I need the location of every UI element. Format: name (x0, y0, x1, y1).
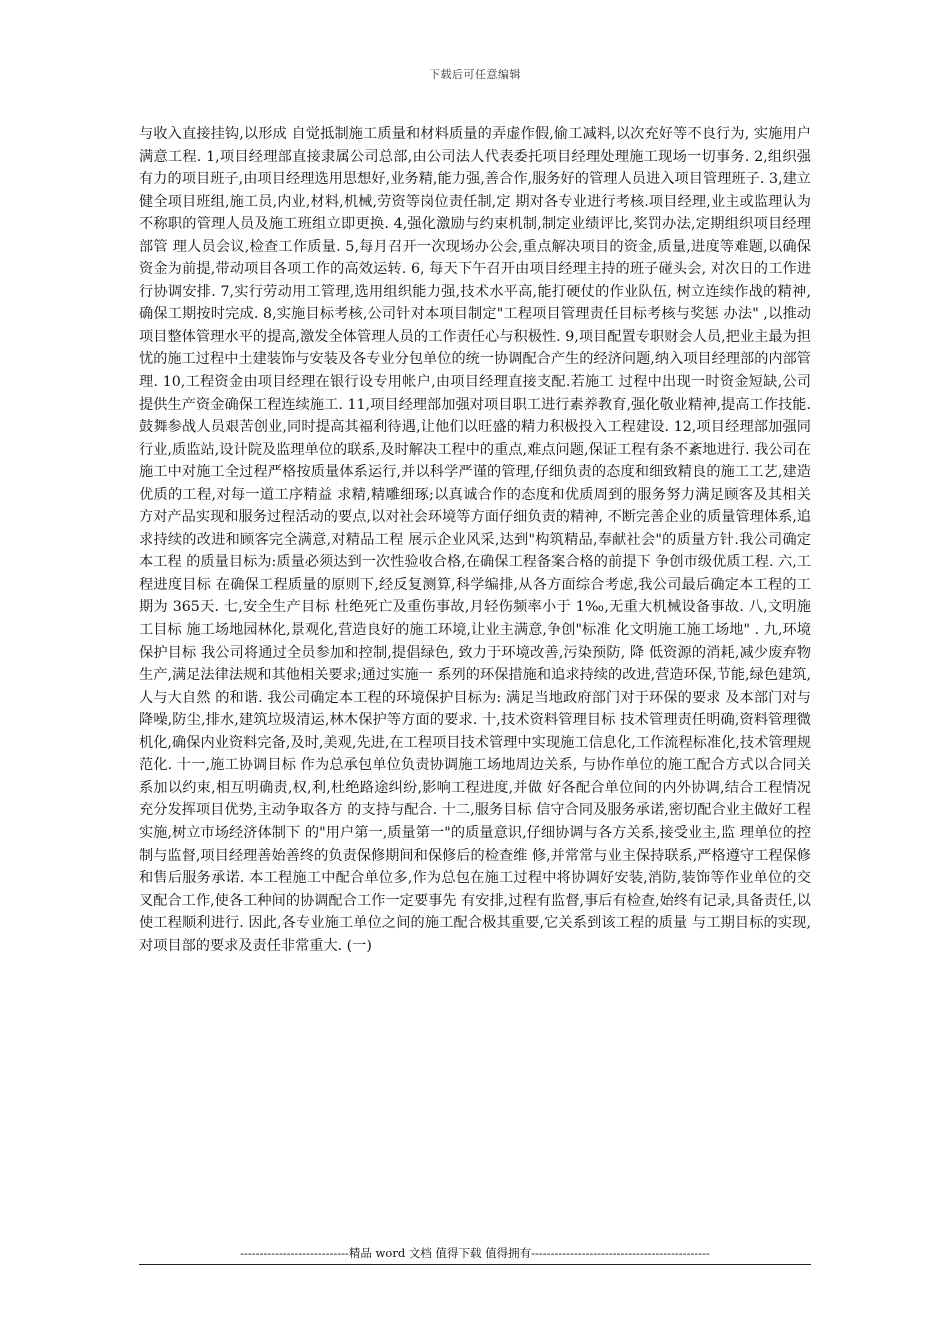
document-body: 与收入直接挂钩,以形成 自觉抵制施工质量和材料质量的弄虚作假,偷工减料,以次充好等不良行为, 实施用户满意工程. 1,项目经理部直接隶属公司总部,由公司法人代表委托项目经理处理施工现场一切事务. 2,组织强有力的项目班子,由项目经理选用思想好,业务精,能力强,善合作,服务好的管理人员进入项目管理班子. 3,建立健全项目班组,施工员,内业,材料,机械,劳资等岗位责任制,定 期对各专业进行考核.项目经理,业主或监理认为不称职的管理人员及施工班组立即更换. 4,强化激励与约束机制,制定业绩评比,奖罚办法,定期组织项目经理部管 理人员会议,检查工作质量. 5,每月召开一次现场办公会,重点解决项目的资金,质量,进度等难题,以确保资金为前提,带动项目各项工作的高效运转. 6, 每天下午召开由项目经理主持的班子碰头会, 对次日的工作进行协调安排. 7,实行劳动用工管理,选用组织能力强,技术水平高,能打硬仗的作业队伍, 树立连续作战的精神,确保工期按时完成. 8,实施目标考核,公司针对本项目制定"工程项目管理责任目标考核与奖惩 办法" ,以推动项目整体管理水平的提高,激发全体管理人员的工作责任心与积极性. 9,项目配置专职财会人员,把业主最为担忧的施工过程中土建装饰与安装及各专业分包单位的统一协调配合产生的经济问题,纳入项目经理部的内部管 理. 10,工程资金由项目经理在银行设专用帐户,由项目经理直接支配.若施工 过程中出现一时资金短缺,公司提供生产资金确保工程连续施工. 11,项目经理部加强对项目职工进行素养教育,强化敬业精神,提高工作技能.鼓舞参战人员艰苦创业,同时提高其福利待遇,让他们以旺盛的精力积极投入工程建设. 12,项目经理部加强同行业,质监站,设计院及监理单位的联系,及时解决工程中的重点,难点问题,保证工程有条不紊地进行. 我公司在施工中对施工全过程严格按质量体系运行,并以科学严谨的管理,仔细负责的态度和细致精良的施工工艺,建造优质的工程,对每一道工序精益 求精,精雕细琢;以真诚合作的态度和优质周到的服务努力满足顾客及其相关 方对产品实现和服务过程活动的要点,以对社会环境等方面仔细负责的精神, 不断完善企业的质量管理体系,追求持续的改进和顾客完全满意,对精品工程 展示企业风采,达到"构筑精品,奉献社会"的质量方针.我公司确定本工程 的质量目标为:质量必须达到一次性验收合格,在确保工程备案合格的前提下 争创市级优质工程. 六,工程进度目标 在确保工程质量的原则下,经反复测算,科学编排,从各方面综合考虑,我公司最后确定本工程的工期为 365天. 七,安全生产目标 杜绝死亡及重伤事故,月轻伤频率小于 1‰,无重大机械设备事故. 八,文明施工目标 施工场地园林化,景观化,营造良好的施工环境,让业主满意,争创"标准 化文明施工施工场地" . 九,环境保护目标 我公司将通过全员参加和控制,提倡绿色, 致力于环境改善,污染预防, 降 低资源的消耗,减少废弃物生产,满足法律法规和其他相关要求;通过实施一 系列的环保措施和追求持续的改进,营造环保,节能,绿色建筑,人与大自然 的和谐. 我公司确定本工程的环境保护目标为: 满足当地政府部门对于环保的要求 及本部门对与降噪,防尘,排水,建筑垃圾清运,林木保护等方面的要求. 十,技术资料管理目标 技术管理责任明确,资料管理微机化,确保内业资料完备,及时,美观,先进,在工程项目技术管理中实现施工信息化,工作流程标准化,技术管理规 范化. 十一,施工协调目标 作为总承包单位负责协调施工场地周边关系, 与协作单位的施工配合方式以合同关系加以约束,相互明确责,权,利,杜绝路途纠纷,影响工程进度,并做 好各配合单位间的内外协调,结合工程情况充分发挥项目优势,主动争取各方 的支持与配合. 十二,服务目标 信守合同及服务承诺,密切配合业主做好工程实施,树立市场经济体制下 的"用户第一,质量第一"的质量意识,仔细协调与各方关系,接受业主,监 理单位的控制与监督,项目经理善始善终的负责保修期间和保修后的检查维 修,并常常与业主保持联系,严格遵守工程保修和售后服务承诺. 本工程施工中配合单位多,作为总包在施工过程中将协调好安装,消防,装饰等作业单位的交叉配合工作,使各工种间的协调配合工作一定要事先 有安排,过程有监督,事后有检查,始终有记录,具备责任,以使工程顺利进行. 因此,各专业施工单位之间的施工配合极其重要,它关系到该工程的质量 与工期目标的实现,对项目部的要求及责任非常重大. (一) (139, 126, 811, 954)
page-footer: ----------------------------精品 word 文档 值得下载 值得拥有---------------------------------------------- (240, 1246, 710, 1260)
page-header: 下载后可任意编辑 (429, 68, 521, 81)
footer-rule (139, 1264, 811, 1265)
